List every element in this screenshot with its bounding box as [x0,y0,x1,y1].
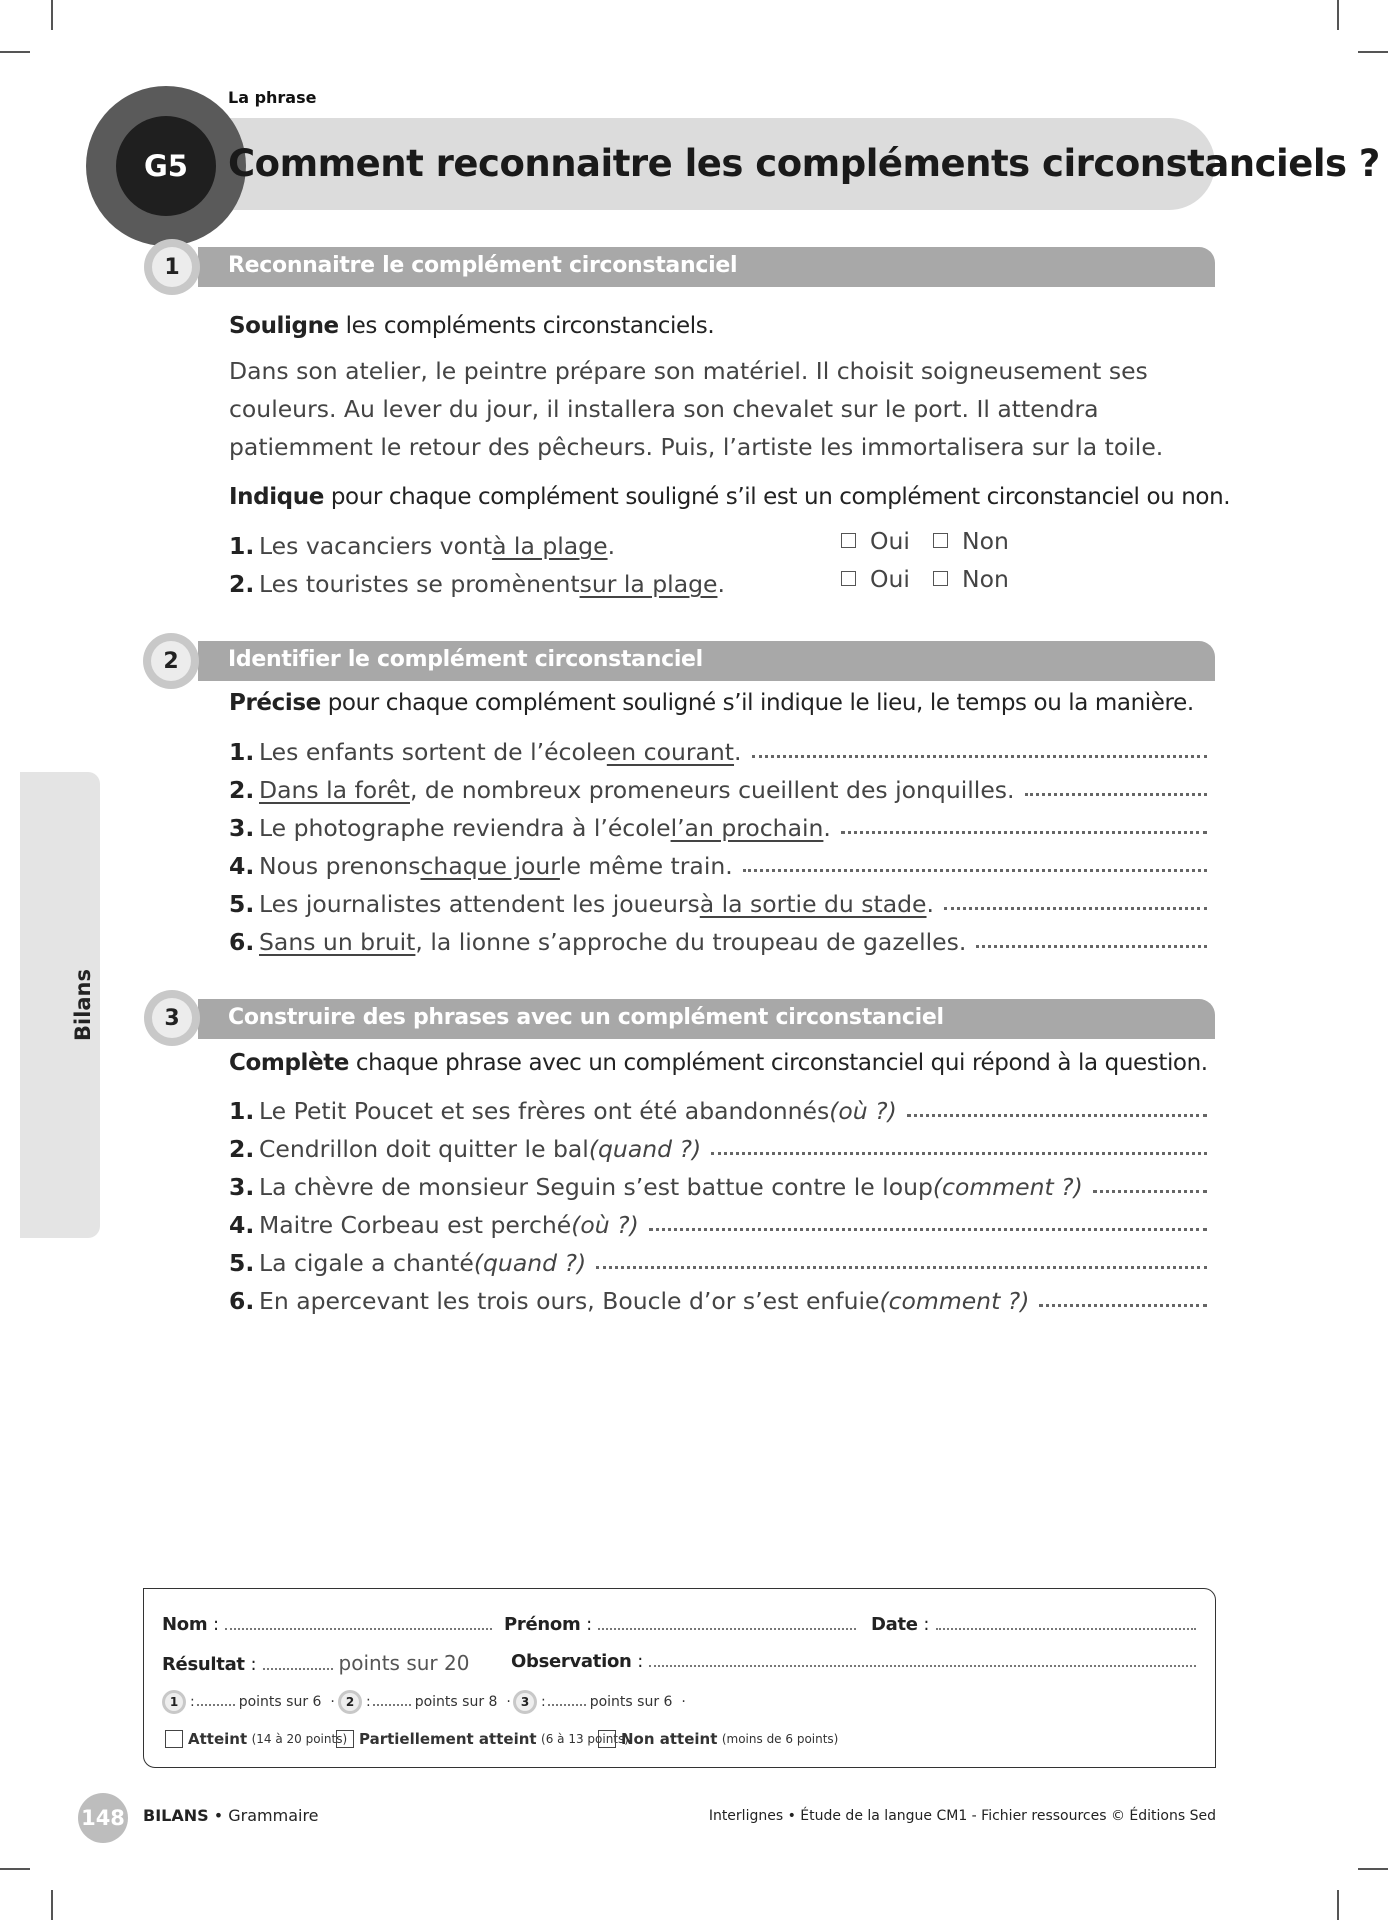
answer-line[interactable] [649,1665,1196,1667]
item-text: Le Petit Poucet et ses frères ont été abandonnés [259,1097,830,1125]
answer-line[interactable] [649,1228,1207,1231]
section-number: 2 [151,641,191,681]
option-oui[interactable] [841,565,910,593]
instruction [229,313,714,339]
item-text: Les journalistes attendent les joueurs [259,890,700,918]
item-number: 6. [229,1287,255,1315]
score-label: points sur 8 [414,1694,498,1710]
resultat-field[interactable]: Résultat : points sur 20 [162,1651,470,1675]
item-number: 3. [229,1173,255,1201]
item-number: 5. [229,1249,255,1277]
question-hint: (quand ?) [473,1249,587,1277]
instruction-verb: Souligne [229,313,339,339]
underlined-complement: à la sortie du stade [699,890,927,918]
option-non[interactable] [933,527,1009,555]
underlined-complement: Sans un bruit [259,928,416,956]
instruction [229,690,1194,716]
level-non-atteint[interactable] [598,1730,838,1748]
list-item [229,806,1211,842]
list-item [229,562,1211,598]
question-hint: (comment ?) [879,1287,1030,1315]
section-title: Construire des phrases avec un complément circonstanciel [228,1005,944,1030]
item-text: La cigale a chanté [259,1249,474,1277]
section-number-badge [143,633,199,689]
instruction-text: pour chaque complément souligné s’il est un complément circonstanciel ou non. [323,484,1231,510]
footer-section-bold: BILANS [143,1806,209,1825]
crop-mark [1337,1890,1339,1920]
nom-field[interactable]: Nom : [162,1614,492,1635]
answer-line[interactable] [711,1152,1207,1155]
option-non[interactable] [933,565,1009,593]
observation-field[interactable]: Observation : [511,1651,1196,1672]
list-item [229,920,1211,956]
item-number: 1. [229,1097,255,1125]
question-hint: (comment ?) [932,1173,1083,1201]
section-number: 3 [152,998,192,1038]
list-item [229,524,1211,560]
item-text: . [717,570,725,598]
page-number: 148 [78,1793,128,1843]
score-1: 1 : points sur 6 · [162,1690,335,1714]
underlined-complement: l’an prochain [670,814,824,842]
item-number: 4. [229,1211,255,1239]
item-number: 6. [229,928,255,956]
option-label: Non [962,527,1009,555]
answer-line[interactable] [1093,1190,1207,1193]
section-number-badge [144,990,200,1046]
section-number: 1 [152,247,192,287]
answer-line[interactable] [907,1114,1207,1117]
question-hint: (quand ?) [588,1135,702,1163]
footer-credit: Interlignes • Étude de la langue CM1 - Fichier ressources © Éditions Sed [708,1808,1216,1824]
checkbox[interactable] [165,1730,183,1748]
answer-line[interactable] [752,755,1208,758]
side-tab-label: Bilans [71,968,95,1042]
item-text: Nous prenons [259,852,421,880]
level-label: Partiellement atteint [359,1730,537,1748]
instruction [229,484,1230,510]
lesson-code-badge: G5 [116,116,216,216]
crop-mark [51,1890,53,1920]
instruction-verb: Précise [229,690,321,716]
level-range: (moins de 6 points) [721,1732,839,1746]
option-oui[interactable] [841,527,910,555]
crop-mark [1358,1868,1388,1870]
field-label: Résultat [162,1654,245,1675]
section-title: Reconnaitre le complément circonstanciel [228,253,738,278]
answer-line[interactable] [263,1668,333,1670]
item-text: , de nombreux promeneurs cueillent des jonquilles. [409,776,1015,804]
item-text: . [734,738,742,766]
item-text: le même train. [559,852,733,880]
item-number: 5. [229,890,255,918]
answer-line[interactable] [743,869,1207,872]
item-text: Les vacanciers vont [259,532,493,560]
underlined-complement: à la plage [492,532,608,560]
section-number-badge [162,1690,186,1714]
page-title: Comment reconnaitre les compléments circonstanciels ? [228,142,1380,185]
score-3: 3 : points sur 6 · [513,1690,686,1714]
checkbox[interactable] [841,571,856,586]
instruction-verb: Complète [229,1050,349,1076]
answer-line[interactable] [548,1704,586,1706]
answer-line[interactable] [225,1628,492,1630]
item-text: Cendrillon doit quitter le bal [259,1135,589,1163]
item-number: 2. [229,776,255,804]
answer-line[interactable] [841,831,1207,834]
score-label: points sur 6 [589,1694,673,1710]
underlined-complement: Dans la forêt [259,776,410,804]
instruction [229,1050,1208,1076]
instruction-verb: Indique [229,484,324,510]
item-text: Les enfants sortent de l’école [259,738,607,766]
footer-section [143,1806,319,1825]
field-label: Date [871,1614,918,1635]
section-2-header [198,641,1215,681]
checkbox[interactable] [933,571,948,586]
level-range: (14 à 20 points) [251,1732,348,1746]
list-item [229,730,1211,766]
item-text: . [607,532,616,560]
item-number: 2. [229,1135,255,1163]
level-label: Non atteint [621,1730,718,1748]
list-item [229,1203,1211,1239]
answer-line[interactable] [373,1704,411,1706]
section-number: 1 [165,1693,183,1711]
category-label: La phrase [228,88,317,107]
answer-line[interactable] [197,1704,235,1706]
list-item [229,768,1211,804]
item-number: 1. [229,738,255,766]
item-text: Maitre Corbeau est perché [259,1211,572,1239]
item-number: 2. [229,570,255,598]
field-label: Observation [511,1651,632,1672]
list-item [229,844,1211,880]
field-suffix: points sur 20 [338,1651,470,1675]
section-number: 3 [516,1693,534,1711]
item-text: , la lionne s’approche du troupeau de gazelles. [415,928,967,956]
checkbox[interactable] [933,533,948,548]
crop-mark [51,0,53,30]
option-label: Oui [870,565,910,593]
item-text: Le photographe reviendra à l’école [259,814,671,842]
score-label: points sur 6 [238,1694,322,1710]
list-item [229,1127,1211,1163]
answer-line[interactable] [944,907,1207,910]
field-label: Nom [162,1614,208,1635]
item-number: 3. [229,814,255,842]
instruction-text: pour chaque complément souligné s’il indique le lieu, le temps ou la manière. [320,690,1194,716]
exercise-paragraph: Dans son atelier, le peintre prépare son matériel. Il choisit soigneusement ses couleurs. Au lever du jour, il installera son chevalet sur le port. Il attendra patiemment le retour des pêcheurs. Puis, l’artiste les immortalisera sur la toile. [229,357,1164,461]
underlined-complement: chaque jour [420,852,560,880]
level-atteint[interactable] [165,1730,347,1748]
item-text: En apercevant les trois ours, Boucle d’or s’est enfuie [259,1287,880,1315]
section-number-badge [338,1690,362,1714]
instruction-text: les compléments circonstanciels. [338,313,715,339]
underlined-complement: sur la plage [579,570,718,598]
list-item [229,1089,1211,1125]
level-label: Atteint [188,1730,248,1748]
question-hint: (où ?) [571,1211,639,1239]
list-item [229,1279,1211,1315]
crop-mark [1337,0,1339,30]
answer-line[interactable] [1039,1304,1207,1307]
checkbox[interactable] [598,1730,616,1748]
list-item [229,1241,1211,1277]
checkbox[interactable] [841,533,856,548]
crop-mark [0,1868,30,1870]
score-2: 2 : points sur 8 · [338,1690,511,1714]
level-partiel[interactable] [336,1730,629,1748]
answer-line[interactable] [596,1266,1207,1269]
answer-line[interactable] [936,1628,1197,1630]
option-label: Oui [870,527,910,555]
section-1-header [198,247,1215,287]
level-range: (6 à 13 points) [541,1732,629,1746]
item-number: 1. [229,532,255,560]
item-text: . [926,890,935,918]
answer-line[interactable] [598,1628,856,1630]
underlined-complement: en courant [606,738,735,766]
date-field[interactable]: Date : [871,1614,1196,1635]
section-title: Identifier le complément circonstanciel [228,647,703,672]
section-number-badge [513,1690,537,1714]
checkbox[interactable] [336,1730,354,1748]
section-number: 2 [341,1693,359,1711]
answer-line[interactable] [1025,793,1208,796]
footer-section-text: • Grammaire [208,1806,319,1825]
section-number-badge [144,239,200,295]
item-number: 4. [229,852,255,880]
list-item [229,882,1211,918]
item-text: Les touristes se promènent [259,570,580,598]
list-item [229,1165,1211,1201]
crop-mark [0,51,30,53]
field-label: Prénom [504,1614,581,1635]
question-hint: (où ?) [829,1097,897,1125]
item-text: La chèvre de monsieur Seguin s’est battue contre le loup [259,1173,933,1201]
answer-line[interactable] [976,945,1207,948]
section-3-header [198,999,1215,1039]
prenom-field[interactable]: Prénom : [504,1614,856,1635]
crop-mark [1358,51,1388,53]
option-label: Non [962,565,1009,593]
item-text: . [823,814,831,842]
instruction-text: chaque phrase avec un complément circonstanciel qui répond à la question. [349,1050,1208,1076]
